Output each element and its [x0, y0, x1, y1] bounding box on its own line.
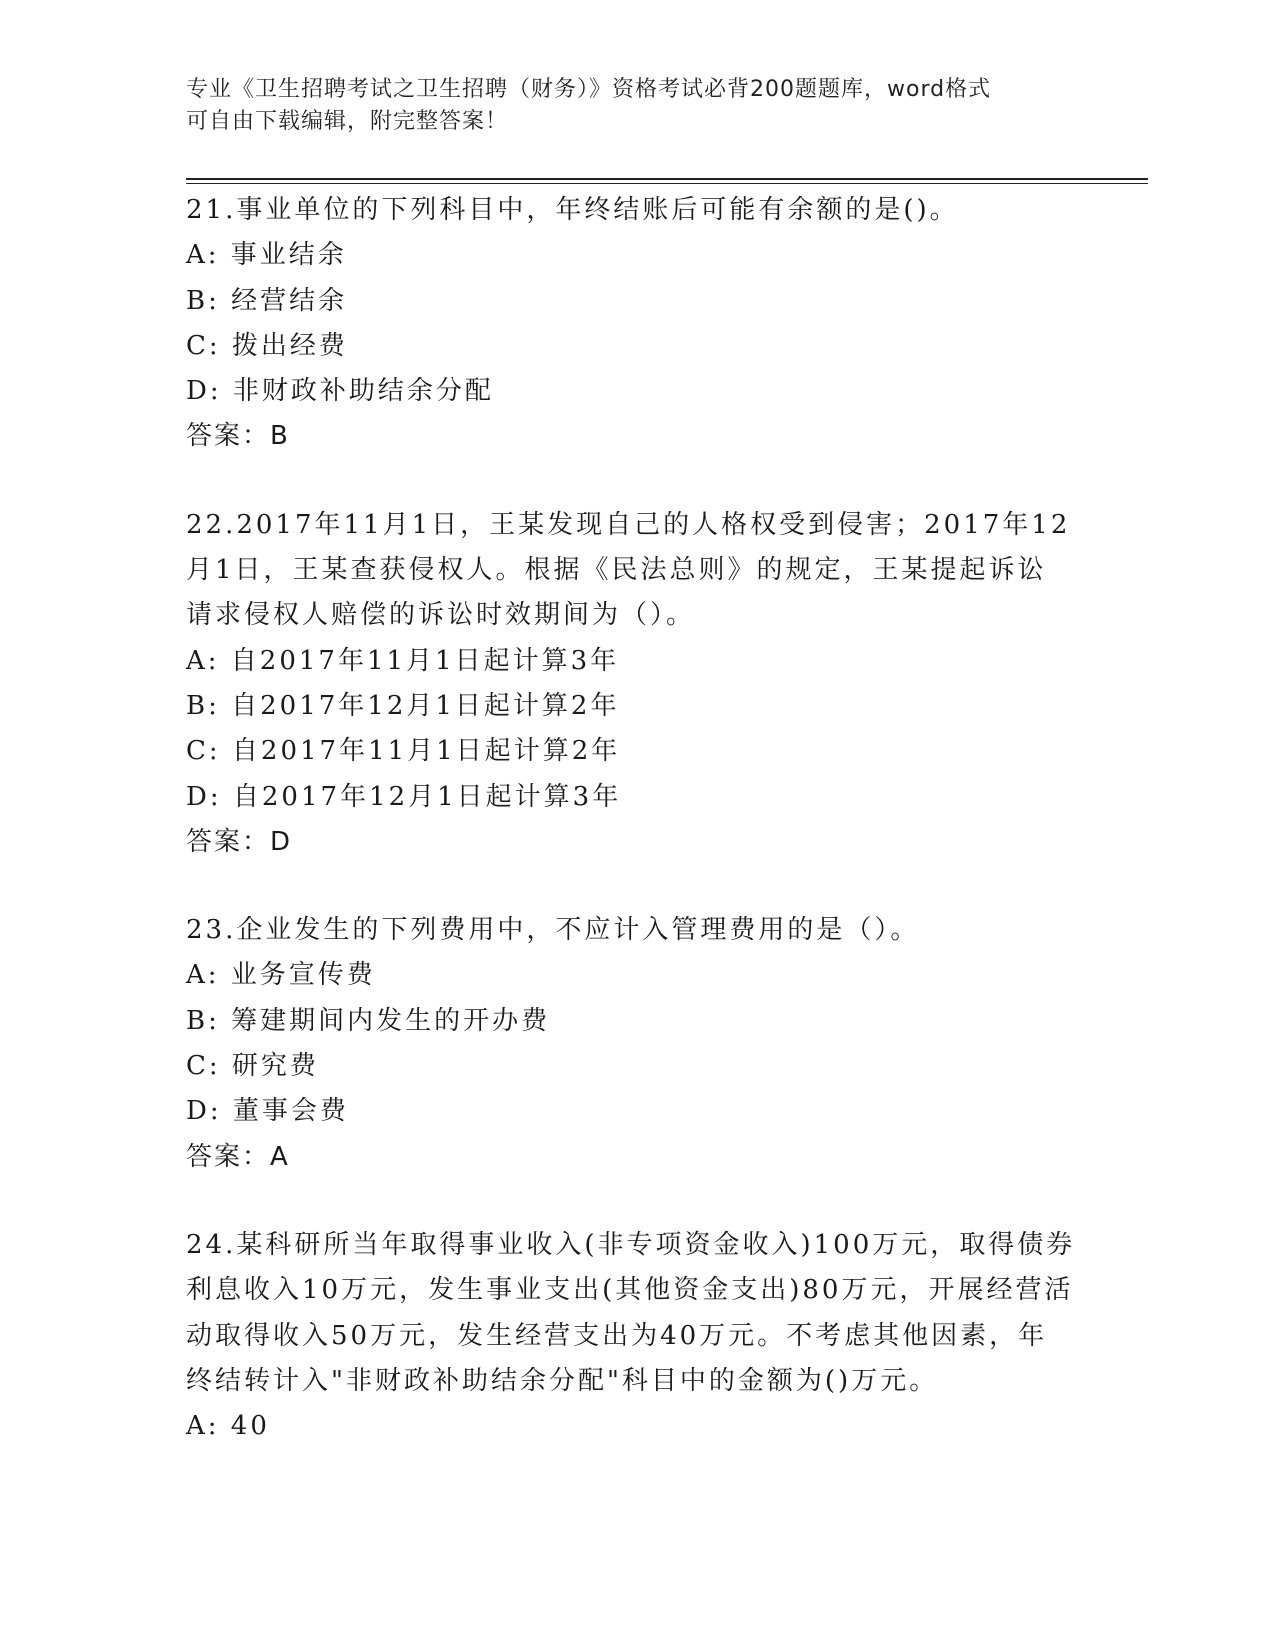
option-d: D: 自2017年12月1日起计算3年: [186, 781, 622, 812]
option-b: B: 自2017年12月1日起计算2年: [186, 690, 620, 721]
question-stem: 22.2017年11月1日，王某发现自己的人格权受到侵害；2017年12: [186, 509, 1071, 540]
header-line-2: 可自由下载编辑，附完整答案！: [186, 109, 509, 134]
document-header: [186, 74, 1086, 138]
question-stem: 23.企业发生的下列费用中，不应计入管理费用的是（）。: [186, 915, 920, 946]
question-24: [186, 1223, 1086, 1449]
question-stem: 24.某科研所当年取得事业收入(非专项资金收入)100万元，取得债券: [186, 1229, 1076, 1260]
option-a: A: 业务宣传费: [186, 960, 376, 991]
question-22: [186, 503, 1086, 865]
option-c: C: 拨出经费: [186, 330, 348, 361]
header-line-1: 专业《卫生招聘考试之卫生招聘（财务）》资格考试必背200题题库，word格式: [186, 77, 992, 102]
option-b: B: 筹建期间内发生的开办费: [186, 1005, 551, 1036]
question-list: [186, 188, 1086, 1449]
answer: 答案：A: [186, 1141, 290, 1172]
option-d: D: 董事会费: [186, 1096, 349, 1127]
question-23: [186, 908, 1086, 1180]
option-a: A: 40: [186, 1411, 270, 1442]
option-b: B: 经营结余: [186, 285, 348, 316]
option-c: C: 研究费: [186, 1051, 319, 1082]
header-rule-thick: [186, 178, 1148, 180]
question-stem: 月1日，王某查获侵权人。根据《民法总则》的规定，王某提起诉讼: [186, 555, 1047, 586]
question-stem: 动取得收入50万元，发生经营支出为40万元。不考虑其他因素，年: [186, 1320, 1048, 1351]
question-stem: 21.事业单位的下列科目中，年终结账后可能有余额的是()。: [186, 195, 959, 225]
option-d: D: 非财政补助结余分配: [186, 376, 494, 407]
question-21: [186, 188, 1086, 460]
question-stem: 请求侵权人赔偿的诉讼时效期间为（）。: [186, 600, 696, 631]
question-stem: 终结转计入"非财政补助结余分配"科目中的金额为()万元。: [186, 1365, 939, 1396]
option-c: C: 自2017年11月1日起计算2年: [186, 736, 621, 767]
answer: 答案：D: [186, 826, 293, 857]
header-rule-thin: [186, 183, 1148, 184]
option-a: A: 自2017年11月1日起计算3年: [186, 645, 620, 676]
option-a: A: 事业结余: [186, 240, 347, 271]
question-stem: 利息收入10万元，发生事业支出(其他资金支出)80万元，开展经营活: [186, 1275, 1074, 1306]
answer: 答案：B: [186, 421, 290, 452]
